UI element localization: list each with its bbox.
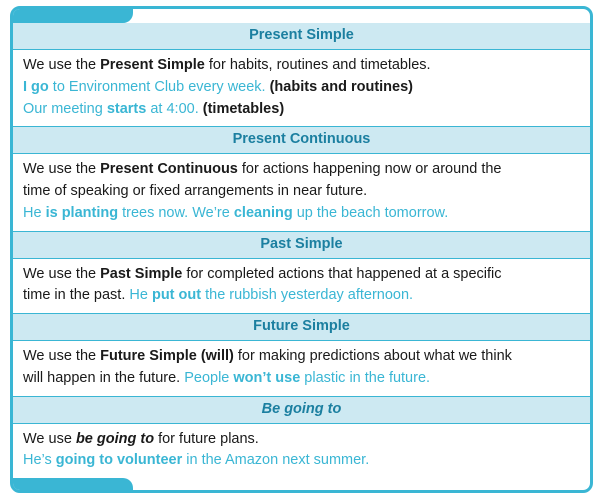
text-run: We use the bbox=[23, 161, 101, 178]
text-run: People bbox=[184, 369, 234, 386]
section-line bbox=[23, 285, 580, 307]
text-run: to Environment Club every week. bbox=[48, 78, 266, 95]
text-run: for habits, routines and timetables. bbox=[204, 57, 431, 74]
text-run: We use the bbox=[23, 348, 101, 365]
text-run: won’t use bbox=[233, 369, 301, 386]
text-run: trees now. We’re bbox=[118, 204, 234, 221]
grammar-reference-box bbox=[10, 6, 593, 493]
text-run: starts bbox=[106, 100, 147, 117]
section-header: Present Simple bbox=[13, 23, 590, 50]
section-line bbox=[23, 429, 580, 451]
section-line bbox=[23, 159, 580, 181]
section-line bbox=[23, 346, 580, 368]
text-run: for future plans. bbox=[154, 430, 259, 447]
section-line bbox=[23, 264, 580, 286]
section-header: Future Simple bbox=[13, 313, 590, 341]
text-run: He bbox=[129, 287, 152, 304]
text-run: Present Continuous bbox=[100, 161, 238, 178]
text-run: (timetables) bbox=[198, 100, 285, 117]
text-run: He bbox=[23, 204, 46, 221]
text-run: Our meeting bbox=[23, 100, 107, 117]
section-line bbox=[23, 368, 580, 390]
text-run: We use the bbox=[23, 265, 101, 282]
text-run: up the beach tomorrow. bbox=[292, 204, 449, 221]
section-body bbox=[13, 341, 590, 396]
section-line bbox=[23, 55, 580, 77]
text-run: Past Simple bbox=[100, 265, 183, 282]
text-run: is planting bbox=[45, 204, 119, 221]
text-run: (habits and routines) bbox=[265, 78, 413, 95]
text-run: for making predictions about what we think bbox=[233, 348, 512, 365]
text-run: at 4:00. bbox=[146, 100, 199, 117]
text-run: We use the bbox=[23, 57, 101, 74]
text-run: time in the past. bbox=[23, 287, 130, 304]
text-run: be going to bbox=[75, 430, 155, 447]
section-body bbox=[13, 154, 590, 230]
text-run: We use bbox=[23, 430, 76, 447]
grammar-sections-container bbox=[13, 23, 590, 478]
text-run: He’s bbox=[23, 452, 56, 469]
text-run: cleaning bbox=[233, 204, 293, 221]
text-run: put out bbox=[151, 287, 202, 304]
text-run: Present Simple bbox=[100, 57, 205, 74]
text-run: going to volunteer bbox=[55, 452, 183, 469]
decorative-corner-tab-bottom bbox=[13, 478, 133, 490]
section-line bbox=[23, 181, 580, 203]
section-line bbox=[23, 99, 580, 121]
decorative-corner-tab-top bbox=[13, 9, 133, 23]
text-run: plastic in the future. bbox=[300, 369, 431, 386]
section-body bbox=[13, 259, 590, 314]
text-run: Future Simple (will) bbox=[100, 348, 234, 365]
text-run: the rubbish yesterday afternoon. bbox=[201, 287, 414, 304]
text-run: time of speaking or fixed arrangements in near future. bbox=[23, 183, 368, 200]
section-line bbox=[23, 450, 580, 472]
text-run: will happen in the future. bbox=[23, 369, 185, 386]
text-run: for actions happening now or around the bbox=[237, 161, 502, 178]
section-header: Be going to bbox=[13, 396, 590, 424]
section-line bbox=[23, 77, 580, 99]
section-line bbox=[23, 203, 580, 225]
section-body bbox=[13, 424, 590, 479]
text-run: I go bbox=[23, 78, 49, 95]
section-body bbox=[13, 50, 590, 126]
text-run: in the Amazon next summer. bbox=[182, 452, 370, 469]
section-header: Present Continuous bbox=[13, 126, 590, 154]
text-run: for completed actions that happened at a specific bbox=[182, 265, 502, 282]
section-header: Past Simple bbox=[13, 231, 590, 259]
